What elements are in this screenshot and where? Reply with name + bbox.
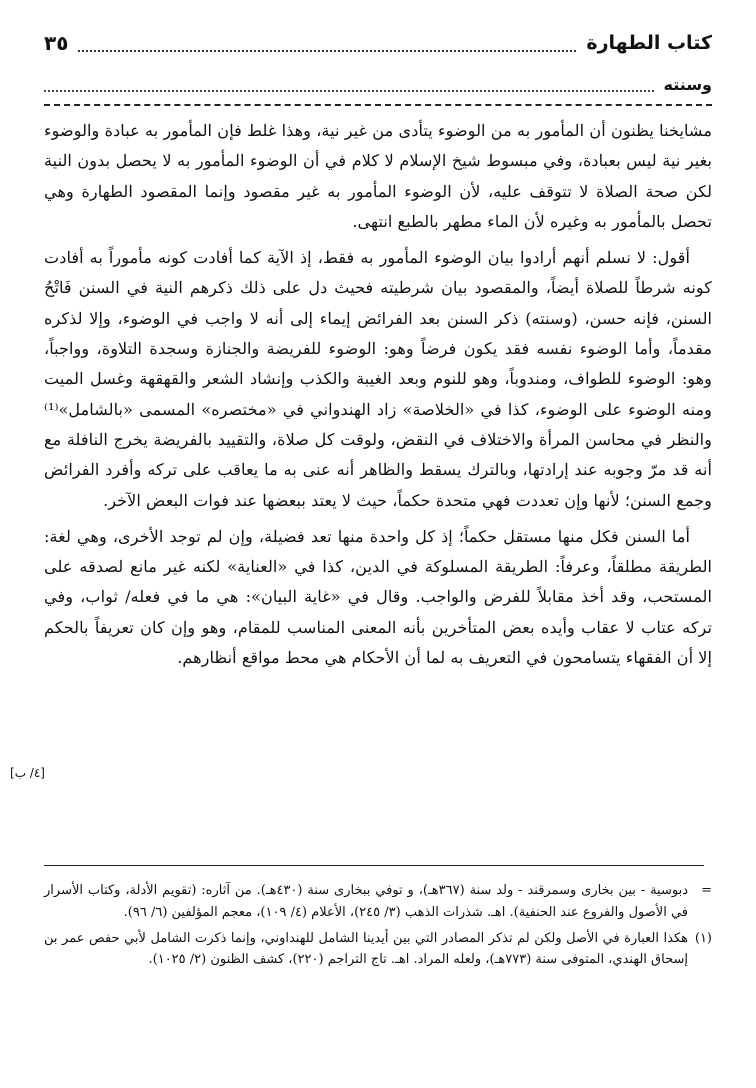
manuscript-folio-note: [٤/ ب]	[10, 766, 45, 780]
paragraph-3: أما السنن فكل منها مستقل حكماً؛ إذ كل واحدة منها تعد فضيلة، وإن لم توجد الأخرى، وهي لغة: الطريقة مطلقاً، وعرفاً: الطريقة المسلوكة في الدين، كذا في «العناية» لكنه غير مانع لصدقه على المستحب، وقد أخذ مقابلاً للفرض والواجب. وقال في «غاية البيان»: هي ما في فعله/ ثواب، وفي تركه عتاب لا عقاب وأيده بعض المتأخرين بأنه المعنى المناسب للمقام، وهو وإن كان تعريفاً بالحكم إلا أن الفقهاء يتسامحون في التعريف به لما أن الأحكام هي محط مواقع أنظارهم.	[44, 526, 712, 668]
footnote-1-mark: (١)	[694, 930, 712, 946]
book-title: كتاب الطهارة	[586, 32, 712, 54]
footnote-continuation-text: دبوسية - بين بخارى وسمرقند - ولد سنة (٣٦٧هـ)، و توفي ببخارى سنة (٤٣٠هـ). من آثاره: (تقويم الأدلة، وكتاب الأسرار في الأصول والفروع عند الحنفية). اهـ. شذرات الذهب (٣/ ٢٤٥)، الأعلام (٤/ ١٠٩)، معجم المؤلفين (٦/ ٩٦).	[44, 883, 688, 920]
section-leader-dots	[44, 76, 654, 92]
paragraph-2: أقول: لا نسلم أنهم أرادوا بيان الوضوء المأمور به فقط، إذ الآية كما أفادت كونه مأموراً به أفادت كونه شرطاً للصلاة أيضاً، والمقصود بيان شرطيته فحيث دل على ذلك ذكرهم النية في السنن فَاتْحُ السنن، فإنه حسن، (وسنته) ذكر السنن بعد الفرائض إيماء إلى أنه لا واجب في الوضوء، وإلا لذكره مقدماً، وأما الوضوء نفسه فقد يكون فرضاً وهو: الوضوء للفريضة والجنازة وسجدة التلاوة، وواجباً، وهو: الوضوء للطواف، ومندوباً، وهو للنوم وبعد الغيبة والكذب وإنشاد الشعر والقهقهة وغسل الميت ومنه الوضوء على الوضوء، كذا في «الخلاصة» زاد الهندواني في «مختصره» المسمى «بالشامل»⁽¹⁾ والنظر في محاسن المرأة والاختلاف في النقض، ولوقت كل صلاة، والتقييد بالفريضة يخرج النافلة مع أنه قد مرّ وجوبه عند إرادتها، وبالترك يسقط والظاهر أنه عنى به ما يعاقب على تركه وأفرد الفرائض وجمع السنن؛ لأنها وإن تعددت فهي متحدة حكماً، حيث لا يعتد ببعضها عند فوات البعض الآخر.	[44, 248, 712, 510]
section-label: وسنته	[663, 74, 712, 94]
paragraph-1: مشايخنا يظنون أن المأمور به من الوضوء يتأدى من غير نية، وهذا غلط فإن المأمور به عبادة والوضوء بغير نية ليس بعبادة، وفي مبسوط شيخ الإسلام لا كلام في أن الوضوء المأمور به لا يحصل بدون النية لكن صحة الصلاة لا تتوقف عليه، لأن الوضوء المأمور به غير مقصود وإنما المقصود الطهارة وهي تحصل بالمأمور به وغيره لأن الماء مطهر بالطبع انتهى.	[44, 121, 712, 231]
main-text	[44, 116, 712, 673]
header-leader-dots	[78, 34, 576, 52]
running-header	[44, 26, 712, 60]
footnote-continuation-mark: =	[701, 883, 712, 898]
dashed-separator	[44, 104, 712, 106]
footnotes	[44, 880, 712, 975]
page-number: ٣٥	[44, 31, 69, 55]
footnote-separator	[44, 865, 704, 866]
section-heading-row	[44, 70, 712, 98]
footnote-continuation	[44, 880, 712, 924]
footnote-1-text: هكذا العبارة في الأصل ولكن لم تذكر المصادر التي بين أيدينا الشامل للهنداوني، وإنما ذكرت الشامل لأبي حفص عمر بن إسحاق الهندي، المتوفى سنة (٧٧٣هـ)، ولعله المراد. اهـ. تاج التراجم (٢٢٠)، كشف الظنون (٢/ ١٠٢٥).	[44, 930, 688, 968]
footnote-1	[44, 928, 712, 972]
